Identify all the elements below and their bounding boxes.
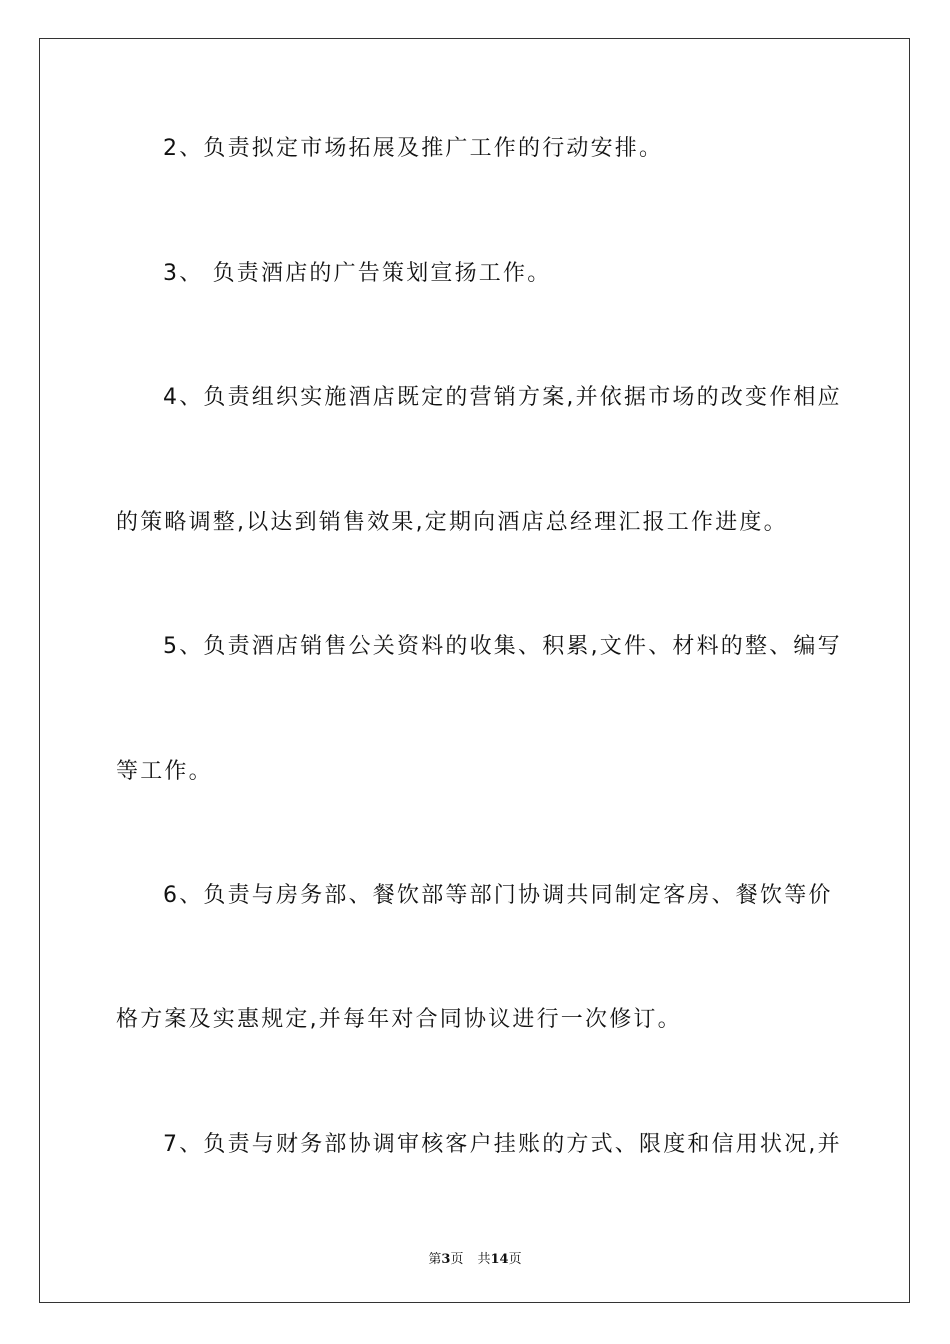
paragraph-3-line-1: 3、 负责酒店的广告策划宣扬工作。 [163,261,552,286]
paragraph-4-line-2: 的策略调整,以达到销售效果,定期向酒店总经理汇报工作进度。 [116,510,788,535]
paragraph-5-line-1: 5、负责酒店销售公关资料的收集、积累,文件、材料的整、编写 [163,634,842,659]
paragraph-6-line-1: 6、负责与房务部、餐饮部等部门协调共同制定客房、餐饮等价 [163,883,833,908]
paragraph-2-line-1: 2、负责拟定市场拓展及推广工作的行动安排。 [163,136,664,161]
paragraph-5-line-2: 等工作。 [116,759,213,784]
paragraph-7-line-1: 7、负责与财务部协调审核客户挂账的方式、限度和信用状况,并 [163,1132,842,1157]
footer-total-pages: 14 [490,1252,509,1267]
footer-page-number: 3 [441,1252,451,1267]
page-border [39,38,910,1303]
footer-page-suffix: 页 [450,1252,464,1267]
paragraph-4-line-1: 4、负责组织实施酒店既定的营销方案,并依据市场的改变作相应 [163,385,842,410]
footer-total-prefix: 共 [477,1252,491,1267]
footer-page-prefix: 第 [428,1252,442,1267]
page-footer [0,1248,950,1267]
footer-total-suffix: 页 [508,1252,522,1267]
paragraph-6-line-2: 格方案及实惠规定,并每年对合同协议进行一次修订。 [116,1007,682,1032]
